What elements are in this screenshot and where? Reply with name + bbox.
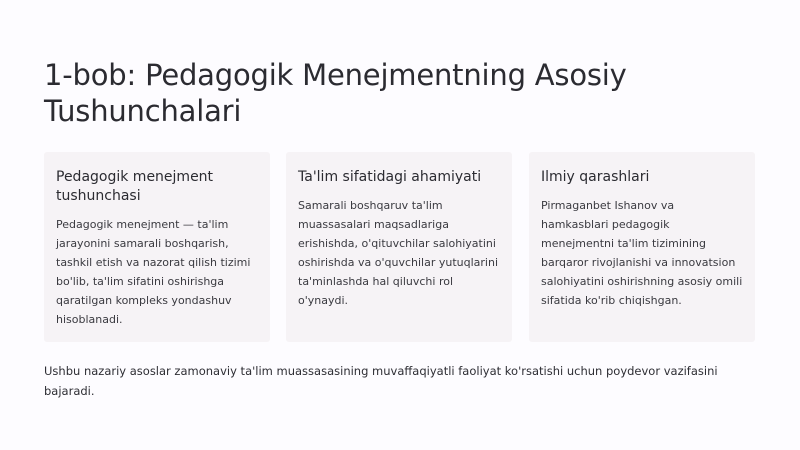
card-title: Ta'lim sifatidagi ahamiyati [298, 169, 482, 185]
slide-title: 1-bob: Pedagogik Menejmentning Asosiy Tushunchalari [44, 58, 627, 128]
card-title: Pedagogik menejment tushunchasi [56, 169, 214, 204]
card-text: Samarali boshqaruv ta'lim muassasalari maqsadlariga erishishda, o'qituvchilar salohiyatini oshirishda va o'quvchilar yutuqlarini ta'minlashda hal qiluvchi rol o'ynaydi. [298, 199, 498, 307]
card-text: Pirmaganbet Ishanov va hamkasblari pedagogik menejmentni ta'lim tizimining barqaror rivojlanishi va innovatsion salohiyatini oshirishning asosiy omili sifatida ko'rib chiqishgan. [541, 199, 743, 307]
card-education-quality [286, 152, 512, 342]
concept-cards [44, 152, 755, 342]
card-title: Ilmiy qarashlari [541, 169, 650, 185]
card-scientific-views [529, 152, 755, 342]
card-pedagogical-management [44, 152, 270, 342]
card-text: Pedagogik menejment — ta'lim jarayonini samarali boshqarish, tashkil etish va nazorat qilish tizimi bo'lib, ta'lim sifatini oshirishga qaratilgan kompleks yondashuv hisoblanadi. [56, 218, 251, 326]
footer-note: Ushbu nazariy asoslar zamonaviy ta'lim muassasasining muvaffaqiyatli faoliyat ko'rsatishi uchun poydevor vazifasini bajaradi. [44, 364, 718, 398]
